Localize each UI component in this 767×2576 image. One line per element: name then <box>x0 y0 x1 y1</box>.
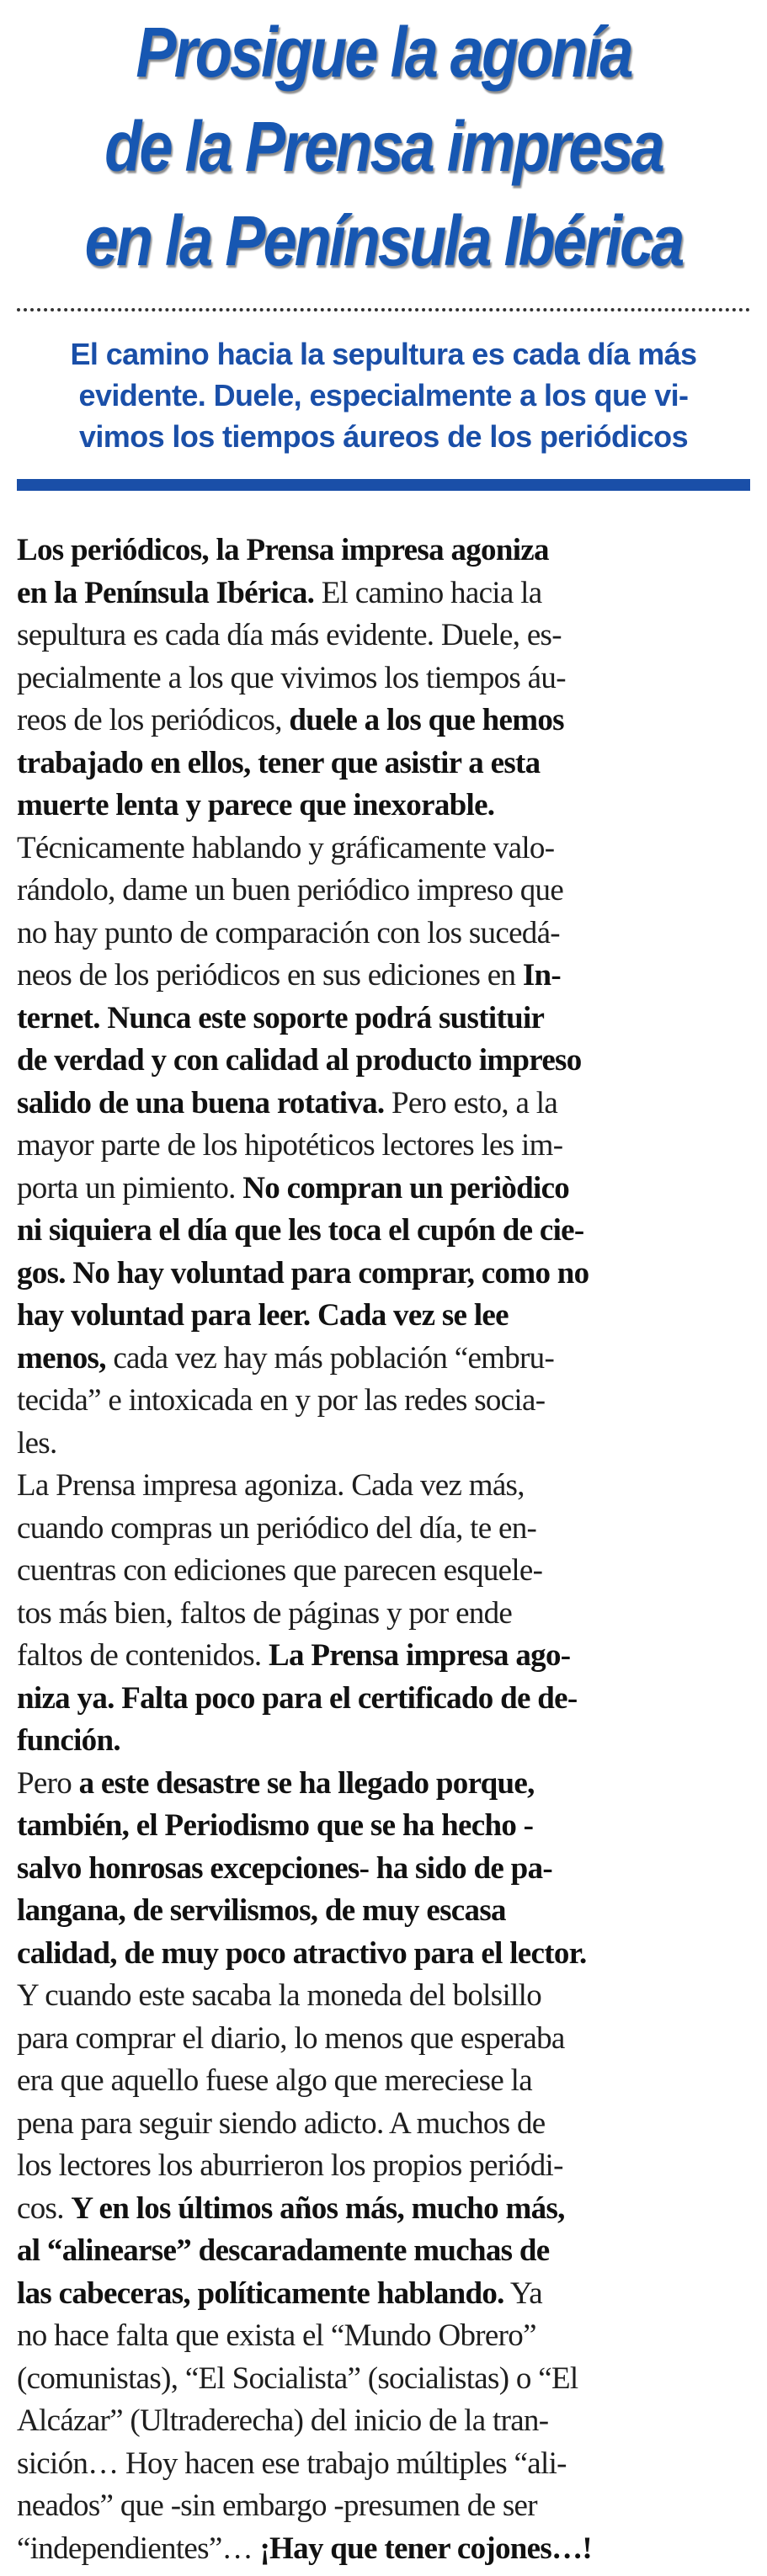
body-text-segment: Alcázar” (Ultraderecha) del inicio de la tran- <box>17 2403 549 2438</box>
body-line <box>17 1848 750 1891</box>
article-headline <box>68 0 699 288</box>
body-text-bold: No compran un periòdico <box>242 1170 570 1206</box>
body-text-bold: ni siquiera el día que les toca el cupón de cie- <box>17 1213 584 1248</box>
body-line <box>17 700 750 742</box>
body-line <box>17 2443 750 2486</box>
body-line <box>17 1465 750 1508</box>
body-line <box>17 1168 750 1211</box>
body-line <box>17 1678 750 1721</box>
body-line <box>17 2145 750 2188</box>
subhead-line: evidente. Duele, especialmente a los que vi- <box>78 378 689 412</box>
body-line <box>17 1210 750 1253</box>
body-text-segment: Pero <box>17 1765 79 1801</box>
body-text-bold: langana, de servilismos, de muy escasa <box>17 1893 506 1928</box>
headline-line: de la Prensa impresa <box>104 107 663 186</box>
body-line <box>17 1720 750 1763</box>
body-line <box>17 2400 750 2443</box>
headline-line: en la Península Ibérica <box>84 201 683 280</box>
body-line <box>17 1508 750 1551</box>
body-line <box>17 955 750 998</box>
body-text-bold: gos. No hay voluntad para comprar, como no <box>17 1255 589 1291</box>
body-text-segment: Ya <box>503 2275 542 2311</box>
body-line <box>17 1125 750 1168</box>
body-line <box>17 1338 750 1381</box>
body-line <box>17 1805 750 1848</box>
body-line <box>17 1550 750 1593</box>
body-text-segment: (comunistas), “El Socialista” (socialistas) o “El <box>17 2360 578 2396</box>
body-text-bold: La Prensa impresa ago- <box>269 1638 571 1673</box>
body-text-bold: también, el Periodismo que se ha hecho - <box>17 1808 534 1843</box>
body-text-segment: no hay punto de comparación con los sucedá- <box>17 915 560 950</box>
body-text-bold: trabajado en ellos, tener que asistir a esta <box>17 745 541 780</box>
body-text-segment: neados” que -sin embargo -presumen de ser <box>17 2488 537 2523</box>
body-line <box>17 1253 750 1296</box>
body-text-bold: las cabeceras, políticamente hablando. <box>17 2275 504 2311</box>
body-text-segment: Técnicamente hablando y gráficamente valo- <box>17 830 555 865</box>
body-line <box>17 1295 750 1338</box>
body-line <box>17 1890 750 1933</box>
body-text-bold: calidad, de muy poco atractivo para el lector. <box>17 1935 587 1971</box>
body-text-segment: cos. <box>17 2190 72 2226</box>
body-text-bold: de verdad y con calidad al producto impreso <box>17 1043 582 1078</box>
body-line <box>17 870 750 913</box>
body-line <box>17 913 750 955</box>
body-text-bold: menos, <box>17 1340 106 1376</box>
body-text-segment: les. <box>17 1425 57 1461</box>
body-text-segment: cada vez hay más población “embru- <box>105 1340 555 1376</box>
body-text-bold: salido de una buena rotativa. <box>17 1085 385 1120</box>
body-text-segment: tecida” e intoxicada en y por las redes socia- <box>17 1383 546 1418</box>
body-text-bold: función. <box>17 1723 120 1758</box>
body-line <box>17 572 750 615</box>
body-line <box>17 2018 750 2061</box>
body-text-segment: no hace falta que exista el “Mundo Obrero” <box>17 2318 536 2353</box>
body-text-segment: Pero esto, a la <box>384 1085 558 1120</box>
body-text-segment: sepultura es cada día más evidente. Duele, es- <box>17 618 562 652</box>
body-text-bold: muerte lenta y parece que inexorable. <box>17 788 495 822</box>
article-subheadline <box>17 333 750 457</box>
body-text-segment: mayor parte de los hipotéticos lectores les im- <box>17 1128 563 1163</box>
body-line <box>17 2060 750 2103</box>
body-text-segment: para comprar el diario, lo menos que esperaba <box>17 2020 565 2056</box>
body-text-segment: rándolo, dame un buen periódico impreso que <box>17 873 564 907</box>
body-text-bold: en la Península Ibérica. <box>17 575 315 610</box>
body-text-segment: pecialmente a los que vivimos los tiempos áu- <box>17 660 566 695</box>
body-text-bold: ¡Hay que tener cojones…! <box>259 2531 593 2566</box>
body-text-bold: hay voluntad para leer. Cada vez se lee <box>17 1298 509 1333</box>
body-text-bold: In- <box>522 958 562 993</box>
body-line <box>17 1423 750 1466</box>
body-line <box>17 998 750 1041</box>
body-line <box>17 657 750 700</box>
body-line <box>17 785 750 828</box>
body-text-bold: a este desastre se ha llegado porque, <box>78 1765 535 1801</box>
body-text-segment: faltos de contenidos. <box>17 1638 269 1673</box>
body-line <box>17 1763 750 1806</box>
body-line <box>17 742 750 785</box>
body-line <box>17 2188 750 2231</box>
body-text-segment: “independientes”… <box>17 2531 260 2566</box>
body-text-segment: neos de los periódicos en sus ediciones en <box>17 958 523 993</box>
body-text-segment: porta un pimiento. <box>17 1170 243 1206</box>
body-text-bold: Los periódicos, la Prensa impresa agoniza <box>17 533 549 567</box>
body-line <box>17 1040 750 1083</box>
body-line <box>17 1975 750 2018</box>
body-line <box>17 615 750 657</box>
body-text-segment: El camino hacia la <box>314 575 542 610</box>
body-text-bold: duele a los que hemos <box>289 703 564 737</box>
body-line <box>17 2103 750 2146</box>
dotted-divider <box>17 308 750 311</box>
body-line <box>17 1593 750 1636</box>
body-text-segment: pena para seguir siendo adicto. A muchos de <box>17 2105 546 2141</box>
body-text-segment: cuentras con ediciones que parecen esquele- <box>17 1553 543 1588</box>
body-line <box>17 2315 750 2358</box>
body-line <box>17 828 750 870</box>
body-text-segment: sición… Hoy hacen ese trabajo múltiples “ali- <box>17 2446 567 2481</box>
body-text-segment: reos de los periódicos, <box>17 703 290 737</box>
body-line <box>17 1380 750 1423</box>
body-line <box>17 2230 750 2273</box>
headline-line: Prosigue la agonía <box>136 13 631 92</box>
body-text-segment: cuando compras un periódico del día, te en- <box>17 1510 537 1546</box>
body-line <box>17 530 750 572</box>
blue-divider-bar <box>17 479 750 491</box>
body-text-bold: niza ya. Falta poco para el certificado de de- <box>17 1680 578 1716</box>
body-text-segment: tos más bien, faltos de páginas y por ende <box>17 1595 513 1631</box>
body-text-bold: ternet. Nunca este soporte podrá sustituir <box>17 1000 545 1035</box>
body-text-bold: al “alinearse” descaradamente muchas de <box>17 2233 550 2268</box>
article-body <box>17 530 750 2570</box>
body-text-bold: salvo honrosas excepciones- ha sido de pa- <box>17 1850 552 1886</box>
body-line <box>17 1635 750 1678</box>
body-text-segment: La Prensa impresa agoniza. Cada vez más, <box>17 1468 525 1503</box>
body-line <box>17 2358 750 2401</box>
body-line <box>17 1083 750 1126</box>
body-line <box>17 2528 750 2571</box>
subhead-line: El camino hacia la sepultura es cada día más <box>70 337 697 371</box>
body-text-bold: Y en los últimos años más, mucho más, <box>71 2190 565 2226</box>
body-text-segment: Y cuando este sacaba la moneda del bolsillo <box>17 1978 542 2013</box>
body-line <box>17 2485 750 2528</box>
body-line <box>17 2273 750 2316</box>
body-text-segment: era que aquello fuese algo que mereciese la <box>17 2063 532 2098</box>
body-text-segment: los lectores los aburrieron los propios periódi- <box>17 2148 563 2183</box>
body-line <box>17 1933 750 1976</box>
subhead-line: vimos los tiempos áureos de los periódicos <box>78 419 688 454</box>
